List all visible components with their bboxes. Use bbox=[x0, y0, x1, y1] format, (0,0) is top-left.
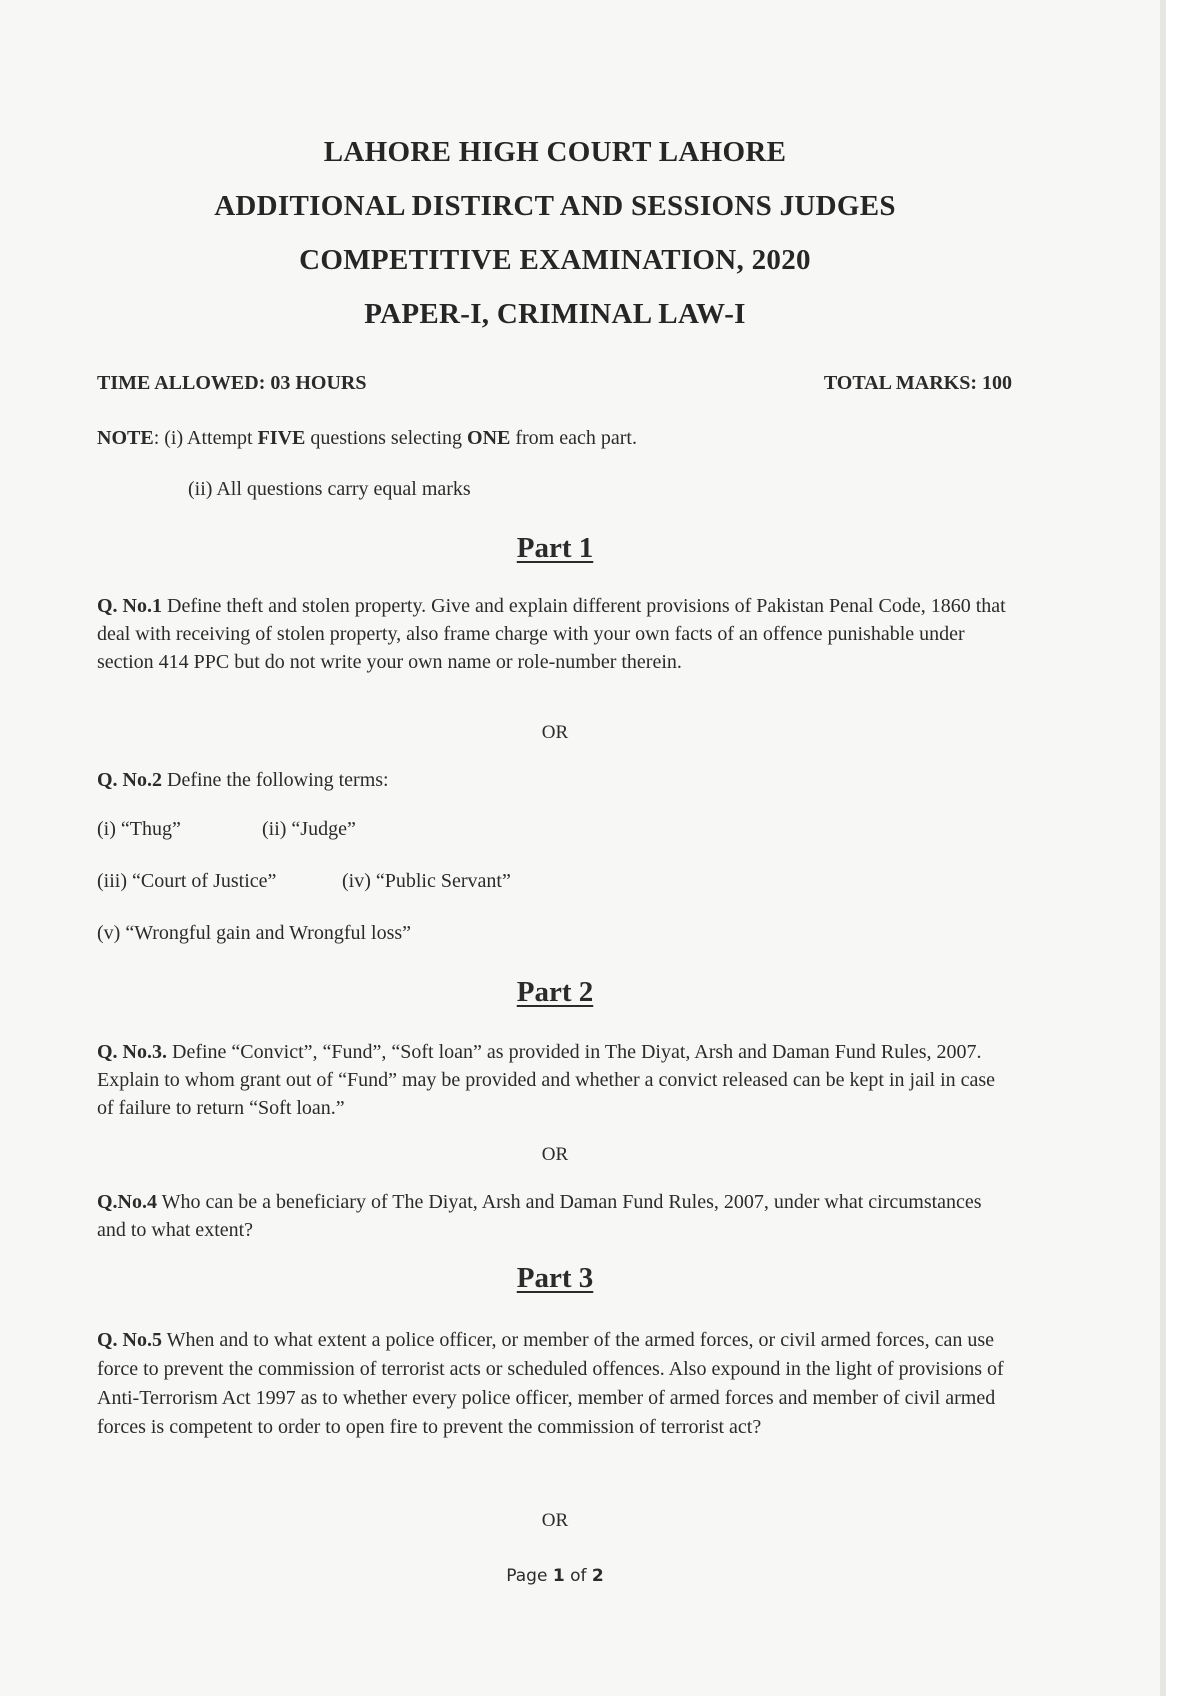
page-number: Page 1 of 2 bbox=[506, 1566, 604, 1586]
total-marks: TOTAL MARKS: 100 bbox=[823, 372, 1012, 394]
or-separator: OR bbox=[541, 1144, 569, 1165]
or-separator: OR bbox=[541, 722, 569, 743]
exam-meta bbox=[97, 372, 1012, 395]
time-allowed: TIME ALLOWED: 03 HOURS bbox=[97, 372, 367, 394]
question-5: Q. No.5 When and to what extent a police officer, or member of the armed forces, or civil armed forces, can use force to prevent the commission of terrorist acts or scheduled offences. Also expound in the light of provisions of Anti-Terrorism Act 1997 as to whether every police officer, member of armed forces and member of civil armed forces is competent to order to open fire to prevent the commission of terrorist act? bbox=[97, 1329, 1004, 1438]
note-label: NOTE bbox=[97, 427, 154, 449]
term-court-of-justice: (iii) “Court of Justice” bbox=[97, 870, 277, 892]
paper-title: PAPER-I, CRIMINAL LAW-I bbox=[364, 298, 746, 330]
exam-title: ADDITIONAL DISTIRCT AND SESSIONS JUDGES bbox=[214, 190, 896, 222]
part-3-heading: Part 3 bbox=[516, 1262, 594, 1294]
exam-year: COMPETITIVE EXAMINATION, 2020 bbox=[299, 244, 811, 276]
part-1-heading: Part 1 bbox=[516, 532, 594, 564]
note-line-1: NOTE: (i) Attempt FIVE questions selecting ONE from each part. bbox=[97, 427, 637, 449]
question-4: Q.No.4 Who can be a beneficiary of The Diyat, Arsh and Daman Fund Rules, 2007, under what circumstances and to what extent? bbox=[97, 1191, 982, 1241]
term-thug: (i) “Thug” bbox=[97, 818, 181, 840]
part-2-heading: Part 2 bbox=[516, 976, 594, 1008]
court-title: LAHORE HIGH COURT LAHORE bbox=[323, 136, 787, 168]
question-1: Q. No.1 Define theft and stolen property. Give and explain different provisions of Pakistan Penal Code, 1860 that deal with receiving of stolen property, also frame charge with your own facts of an offence punishable under section 414 PPC but do not write your own name or role-number therein. bbox=[97, 595, 1006, 673]
term-public-servant: (iv) “Public Servant” bbox=[342, 870, 511, 892]
note-line-2: (ii) All questions carry equal marks bbox=[188, 478, 471, 500]
term-wrongful-gain: (v) “Wrongful gain and Wrongful loss” bbox=[97, 922, 412, 944]
question-2: Q. No.2 Define the following terms: bbox=[97, 769, 389, 791]
term-judge: (ii) “Judge” bbox=[262, 818, 356, 840]
question-3: Q. No.3. Define “Convict”, “Fund”, “Soft loan” as provided in The Diyat, Arsh and Daman Fund Rules, 2007. Explain to whom grant out of “Fund” may be provided and whether a convict released can be kept in jail in case of failure to return “Soft loan.” bbox=[97, 1041, 996, 1119]
or-separator: OR bbox=[541, 1510, 569, 1531]
